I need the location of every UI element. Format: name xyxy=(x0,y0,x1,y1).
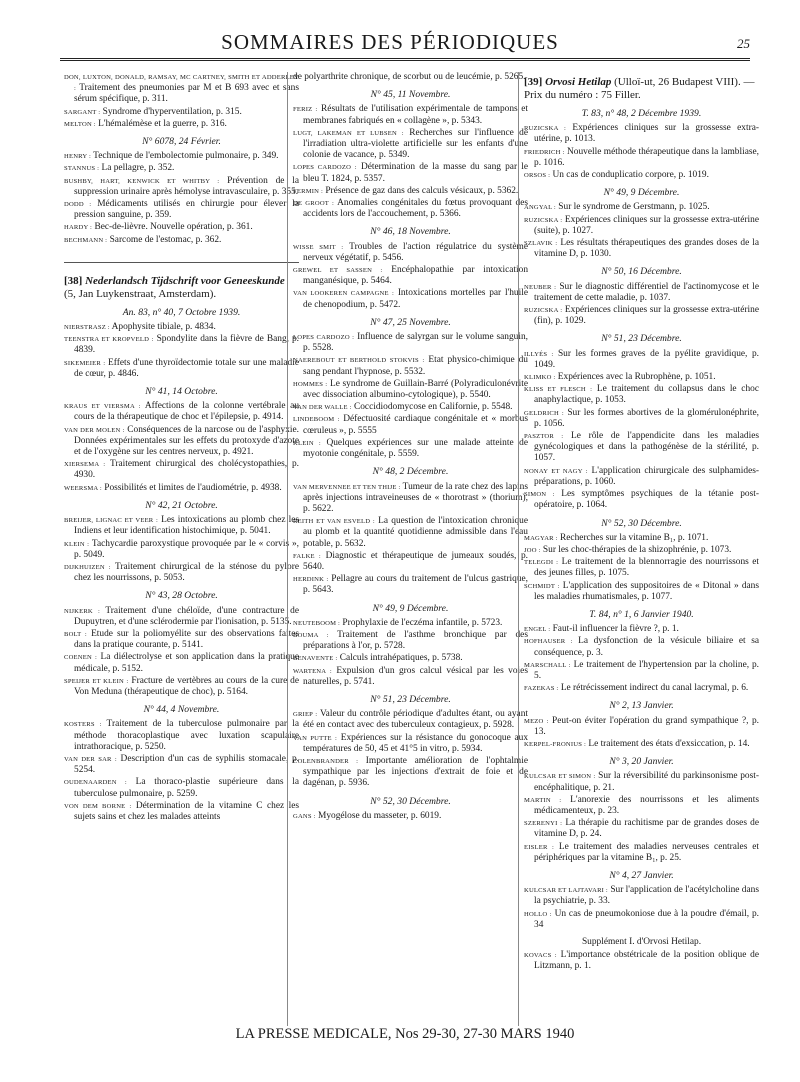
article-title: Expulsion d'un gros calcul vésical par les voies naturelles, p. 5741. xyxy=(303,665,528,687)
article-authors: SZLAVIK : xyxy=(524,240,558,248)
article-entry xyxy=(293,332,528,354)
article-title: Sur l'application de l'acétylcholine dans la psychiatrie, p. 33. xyxy=(534,885,759,907)
article-authors: KERPEL-FRONIUS : xyxy=(524,740,586,748)
article-title: Le rôle de l'appendicite dans les maladies gynécologiques et dans la pathogénèse de la stérilité, p. 1057. xyxy=(534,431,759,464)
article-entry xyxy=(524,147,759,169)
article-entry xyxy=(524,349,759,371)
article-entry xyxy=(64,235,299,246)
article-title: Présence de gaz dans des calculs vésicaux, p. 5362. xyxy=(325,185,519,196)
article-entry xyxy=(293,666,528,688)
issue-heading: N° 50, 16 Décembre. xyxy=(601,266,682,278)
article-continuation: de polyarthrite chronique, de scorbut ou de leucémie, p. 5265. xyxy=(293,72,526,82)
article-title: Coccidiodomycose en Californie, p. 5548. xyxy=(353,402,513,413)
article-authors: HARDY : xyxy=(64,224,93,232)
journal-number: [38] xyxy=(64,274,83,287)
article-authors: NIERSTRASZ : xyxy=(64,324,110,332)
article-title: Le traitement des maladies nerveuses centrales et périphériques par la vitamine B₁, p. 25. xyxy=(534,841,759,863)
article-entry xyxy=(524,384,759,406)
article-title: La thérapie du rachitisme par de grandes doses de vitamine D, p. 24. xyxy=(534,818,759,840)
article-entry xyxy=(293,756,528,790)
article-authors: VAN DER SAR : xyxy=(64,755,117,763)
article-entry xyxy=(64,358,299,380)
article-authors: HOFHAUSER : xyxy=(524,638,573,646)
article-title: La dysfonction de la vésicule biliaire et sa conséquence, p. 3. xyxy=(534,636,759,658)
article-authors: KULCSAR ET LAJTAVARI : xyxy=(524,887,608,895)
article-entry xyxy=(64,199,299,221)
article-entry xyxy=(524,466,759,488)
article-authors: FERMIN : xyxy=(293,187,323,195)
article-authors: MARSCHALL : xyxy=(524,661,571,669)
article-title: Traitement de l'asthme bronchique par des préparations à l'or, p. 5728. xyxy=(303,629,528,652)
article-authors: GREWEL ET SASSEN : xyxy=(293,267,383,275)
article-entry xyxy=(293,104,528,126)
article-authors: VAN MERVENNEE ET TEN THIJE : xyxy=(293,483,401,491)
issue-heading: N° 44, 4 Novembre. xyxy=(143,704,220,716)
article-entry xyxy=(293,128,528,162)
issue-heading: N° 43, 28 Octobre. xyxy=(145,590,218,602)
article-title: Le syndrome de Guillain-Barré (Polyradiculonévrite avec dissociation albumino-cytologique), p. 5540. xyxy=(303,378,528,401)
article-title: Traitement d'une chéloïde, d'une contracture de Dupuytren, et d'une sclérodermie par l'ionisation, p. 5135. xyxy=(74,605,299,627)
article-authors: MAGYAR : xyxy=(524,534,558,542)
article-title: Les intoxications au plomb chez les Indiens et leur identification histochimique, p. 5041. xyxy=(74,515,299,537)
article-title: Sur le diagnostic différentiel de l'actinomycose et le traitement de cette maladie, p. 1037. xyxy=(534,281,759,303)
article-authors: REITH ET VAN ESVELD : xyxy=(293,518,375,526)
article-title: Etat physico-chimique du sang pendant l'hypnose, p. 5532. xyxy=(303,355,528,377)
article-authors: GELDRICH : xyxy=(524,409,564,417)
article-title: Médicaments utilisés en chirurgie pour élever la pression sanguine, p. 359. xyxy=(74,199,299,221)
article-authors: VAN PUTTE : xyxy=(293,734,338,742)
article-title: Expériences cliniques sur la grossesse extra-utérine, p. 1013. xyxy=(534,123,759,145)
page-footer xyxy=(60,1026,750,1050)
article-title: La thoraco-plastie supérieure dans la tuberculose pulmonaire, p. 5259. xyxy=(74,777,299,799)
page-title: SOMMAIRES DES PÉRIODIQUES xyxy=(221,30,559,54)
article-entry xyxy=(293,482,528,516)
article-title: Le traitement du collapsus dans le choc anaphylactique, p. 1053. xyxy=(534,384,759,406)
article-authors: ILLYÉS : xyxy=(524,350,554,358)
article-entry xyxy=(524,909,759,931)
article-authors: NEUBER : xyxy=(524,283,557,291)
article-entry xyxy=(64,652,299,674)
article-entry xyxy=(524,739,759,750)
article-entry xyxy=(64,176,299,198)
article-entry xyxy=(524,716,759,738)
article-entry xyxy=(64,222,299,233)
article-entry xyxy=(64,754,299,776)
article-title: L'application des suppositoires de « Ditonal » dans les maladies rhumatismales, p. 1077. xyxy=(534,580,759,602)
article-title: Etude sur la poliomyélite sur des observations faites dans la pratique courante, p. 5141. xyxy=(74,628,299,651)
article-authors: COLENBRANDER : xyxy=(293,757,359,765)
journal-number: [39] xyxy=(524,76,543,88)
article-authors: KOSTERS : xyxy=(64,721,102,729)
article-authors: DE GROOT : xyxy=(293,200,335,208)
article-title: Expériences avec la Rubrophène, p. 1051. xyxy=(557,372,716,383)
article-authors: NEUTEBOOM : xyxy=(293,619,341,627)
issue-heading: N° 46, 18 Novembre. xyxy=(370,226,451,238)
article-entry xyxy=(64,425,299,459)
article-authors: EISLER : xyxy=(524,843,554,851)
article-title: Anomalies congénitales du fœtus provoquant des accidents lors de l'accouchement, p. 5366. xyxy=(303,198,528,220)
footer-text: LA PRESSE MEDICALE, Nos 29-30, 27-30 MARS 1940 xyxy=(226,1026,585,1042)
article-title: Prophylaxie de l'eczéma infantile, p. 5723. xyxy=(342,617,503,628)
article-authors: VAN DER MOLEN : xyxy=(64,426,125,434)
article-title: Le rétrécissement indirect du canal lacrymal, p. 6. xyxy=(560,683,749,694)
column-2 xyxy=(293,72,528,1032)
article-authors: KLEIN : xyxy=(64,540,90,548)
article-entry xyxy=(64,483,299,494)
article-authors: FRIEDRICH : xyxy=(524,148,565,156)
article-title: Spondylite dans la fièvre de Bang, p. 4839. xyxy=(74,334,299,356)
article-entry xyxy=(524,489,759,511)
article-title: Expériences cliniques sur la grossesse extra-utérine (suite), p. 1027. xyxy=(534,214,759,236)
article-title: Prévention de la suppression urinaire après hémolyse intravasculaire, p. 355. xyxy=(74,175,299,197)
article-authors: DODD : xyxy=(64,201,92,209)
article-entry xyxy=(524,372,759,383)
article-entry xyxy=(64,801,299,823)
article-entry xyxy=(64,459,299,481)
article-authors: NIJKERK : xyxy=(64,607,100,615)
article-title: Apophysite tibiale, p. 4834. xyxy=(111,322,216,333)
article-title: Nouvelle méthode thérapeutique dans la lambliase, p. 1016. xyxy=(534,146,759,168)
article-authors: KLIMKO : xyxy=(524,374,556,382)
article-title: Effets d'une thyroïdectomie totale sur une maladie de cœur, p. 4846. xyxy=(74,357,299,379)
article-entry xyxy=(64,334,299,356)
article-title: Sur la réversibilité du parkinsonisme post-encéphalitique, p. 21. xyxy=(534,771,759,793)
article-entry xyxy=(524,431,759,465)
article-entry xyxy=(524,123,759,145)
article-entry xyxy=(524,842,759,864)
article-authors: ORSOS : xyxy=(524,172,551,180)
article-title: Calculs intrahépatiques, p. 5738. xyxy=(339,653,463,664)
article-title: Troubles de l'action régulatrice du système nerveux végétatif, p. 5456. xyxy=(303,241,528,263)
journal-heading xyxy=(524,76,759,102)
issue-heading: N° 45, 11 Novembre. xyxy=(370,89,451,101)
article-title: L'anorexie des nourrissons et les aliments médicamenteux, p. 23. xyxy=(534,794,759,816)
article-entry xyxy=(524,238,759,260)
article-entry xyxy=(524,950,759,972)
article-authors: VON DEM BORNE : xyxy=(64,802,132,810)
article-authors: HERDINK : xyxy=(293,576,329,584)
article-authors: NAEREBOUT ET BERTHOLD STOKVIS : xyxy=(293,357,425,365)
article-authors: KRAUS ET VIERSMA : xyxy=(64,403,141,411)
article-title: Traitement des pneumonies par M et B 693 avec et sans sérum spécifique, p. 311. xyxy=(74,83,299,105)
article-title: Influence de salyrgan sur le volume sanguin, p. 5528. xyxy=(303,332,528,354)
article-entry xyxy=(524,795,759,817)
issue-heading: N° 51, 23 Décembre. xyxy=(601,333,682,345)
issue-heading: N° 2, 13 Janvier. xyxy=(609,700,674,712)
article-authors: TEENSTRA ET KROPVELD : xyxy=(64,336,154,344)
article-authors: LOPES CARDOZO : xyxy=(293,164,357,172)
article-authors: KULCSAR ET SIMON : xyxy=(524,773,596,781)
article-entry xyxy=(64,119,299,130)
article-entry xyxy=(293,414,528,436)
article-authors: COENEN : xyxy=(64,654,97,662)
article-entry xyxy=(293,653,528,664)
article-entry xyxy=(64,719,299,753)
article-title: Sur les formes abortives de la glomérulonéphrite, p. 1056. xyxy=(534,407,759,429)
article-entry xyxy=(64,322,299,333)
article-authors: DIJKHUIZEN : xyxy=(64,563,111,571)
supplement-heading: Supplément I. d'Orvosi Hetilap. xyxy=(581,937,702,947)
article-title: Tachycardie paroxystique provoquée par le « corvis », p. 5049. xyxy=(74,538,299,560)
article-authors: RUZICSKA : xyxy=(524,125,567,133)
article-title: Détermination de la masse du sang par le bleu T. 1824, p. 5357. xyxy=(303,162,528,184)
article-title: Syndrome d'hyperventilation, p. 315. xyxy=(102,106,242,117)
article-entry xyxy=(293,709,528,731)
article-title: Fracture de vertèbres au cours de la cure de Von Meduna (thérapeutique de choc), p. 5164. xyxy=(74,675,299,697)
article-entry xyxy=(64,562,299,584)
article-entry xyxy=(524,771,759,793)
article-title: Résultats de l'utilisation expérimentale de tampons et membranes fabriqués en « collagène », p. 5343. xyxy=(303,104,528,126)
article-entry xyxy=(524,636,759,658)
article-authors: KLISS ET FLESCH : xyxy=(524,386,593,394)
article-entry xyxy=(293,618,528,629)
article-title: Un cas de conduplicatio corpore, p. 1019. xyxy=(552,170,709,181)
article-authors: RUZICSKA : xyxy=(524,307,563,315)
article-title: Les résultats thérapeutiques des grandes doses de la vitamine D, p. 1030. xyxy=(534,238,759,260)
article-title: Pellagre au cours du traitement de l'ulcus gastrique, p. 5643. xyxy=(303,574,528,596)
article-title: Expériences cliniques sur la grossesse extra-utérine (fin), p. 1029. xyxy=(534,305,759,327)
article-authors: NONAY ET NAGY : xyxy=(524,467,588,475)
article-title: Possibilités et limites de l'audiométrie, p. 4938. xyxy=(104,482,282,493)
issue-heading: N° 4, 27 Janvier. xyxy=(609,869,674,881)
article-title: Le traitement de l'hypertension par la choline, p. 5. xyxy=(534,659,759,681)
article-title: Traitement chirurgical des cholécystopathies, p. 4930. xyxy=(74,459,299,481)
article-authors: XIERSEMA : xyxy=(64,461,106,469)
article-entry xyxy=(293,355,528,377)
article-authors: LOPES CARDOZO : xyxy=(293,334,355,342)
article-title: Expériences sur la résistance du gonocoque aux températures de 50, 45 et 41°5 in vitro, p. 5934. xyxy=(303,732,528,754)
article-authors: SIKEMEIER : xyxy=(64,359,106,367)
article-title: Encéphalopathie par intoxication manganésique, p. 5464. xyxy=(303,265,528,287)
article-authors: ANGYAL : xyxy=(524,204,556,212)
column-divider xyxy=(518,72,519,1032)
article-entry xyxy=(64,539,299,561)
article-authors: JOO : xyxy=(524,546,541,554)
article-authors: HOMMES : xyxy=(293,380,328,388)
article-authors: RUZICSKA : xyxy=(524,216,563,224)
article-entry xyxy=(64,151,299,162)
issue-heading: N° 47, 25 Novembre. xyxy=(370,316,451,328)
article-authors: SZERENYI : xyxy=(524,820,563,828)
article-entry xyxy=(293,438,528,460)
article-entry xyxy=(64,676,299,698)
issue-heading: N° 6078, 24 Février. xyxy=(142,136,221,148)
article-authors: MEZO : xyxy=(524,717,549,725)
article-authors: LINDEBOOM : xyxy=(293,416,340,424)
article-authors: WARTENA : xyxy=(293,667,332,675)
article-entry xyxy=(64,107,299,118)
article-entry xyxy=(524,683,759,694)
article-authors: SARGANT : xyxy=(64,108,101,116)
article-title: Traitement de la tuberculose pulmonaire par la méthode thoracoplastique avec luxation scapulaire intrathoracique, p. 5250. xyxy=(74,719,299,752)
article-authors: SCHMIDT : xyxy=(524,582,560,590)
article-authors: GANS : xyxy=(293,812,316,820)
article-entry xyxy=(64,401,299,423)
article-title: Affections de la colonne vertébrale au cours de la thérapeutique de choc et l'épilepsie, p. 4914. xyxy=(74,401,299,423)
article-entry xyxy=(524,885,759,907)
issue-heading: N° 52, 30 Décembre. xyxy=(601,517,682,529)
article-authors: VAN LOOKEREN CAMPAGNE : xyxy=(293,290,395,298)
article-authors: KOVACS : xyxy=(524,952,557,960)
article-authors: LUGT, LAKEMAN ET LUBSEN : xyxy=(293,129,404,137)
article-entry xyxy=(524,818,759,840)
issue-heading: N° 49, 9 Décembre. xyxy=(603,187,680,199)
article-title: Sur les choc-thérapies de la shizophrénie, p. 1073. xyxy=(542,544,732,555)
journal-name: Orvosi Hetilap xyxy=(545,76,612,88)
article-authors: BECHMANN : xyxy=(64,236,108,244)
article-entry xyxy=(524,545,759,556)
article-authors: SPEIJER ET KLEIN : xyxy=(64,677,129,685)
article-authors: BUSHBY, HART, KENWICK ET WHITBY : xyxy=(64,177,220,185)
article-authors: GRIEP : xyxy=(293,711,318,719)
article-title: La question de l'intoxication chronique au plomb et la quantité quotidienne admissible dans l'eau potable, p. 5632. xyxy=(303,516,528,549)
article-entry xyxy=(524,282,759,304)
article-authors: FALKE : xyxy=(293,552,321,560)
article-title: Détermination de la vitamine C chez les sujets sains et chez les malades atteints xyxy=(74,800,299,822)
article-authors: PASZTOR : xyxy=(524,433,564,441)
article-title: Peut-on éviter l'opération du grand sympathique ?, p. 13. xyxy=(534,715,759,737)
article-title: Recherches sur l'influence de l'irradiation ultra-violette artificielle sur les enfants d'une colonie de vacance, p. 5349. xyxy=(303,127,528,161)
article-title: Technique de l'embolectomie pulmonaire, p. 349. xyxy=(93,151,279,162)
article-title: Faut-il influencer la fièvre ?, p. 1. xyxy=(552,624,679,635)
article-title: Quelques expériences sur une malade atteinte de myotonie congénitale, p. 5559. xyxy=(303,437,528,460)
article-title: Tumeur de la rate chez des lapins après injections intraveineuses de « thorotrast » (thorium), p. 5622. xyxy=(303,481,528,514)
page-number: 25 xyxy=(737,36,750,51)
article-entry xyxy=(524,305,759,327)
article-entry xyxy=(64,163,299,174)
header-rule xyxy=(60,58,750,62)
article-authors: MARTIN : xyxy=(524,796,562,804)
article-title: La diélectrolyse et son application dans la pratique médicale, p. 5152. xyxy=(74,652,299,674)
article-entry xyxy=(524,557,759,579)
article-entry xyxy=(524,624,759,635)
article-entry xyxy=(524,408,759,430)
article-authors: FAZEKAS : xyxy=(524,685,559,693)
article-entry xyxy=(524,533,759,544)
article-entry xyxy=(524,202,759,213)
article-authors: KLEIN : xyxy=(293,439,321,447)
article-title: Bec-de-lièvre. Nouvelle opération, p. 361. xyxy=(94,222,253,233)
article-authors: VAN DER WALLE : xyxy=(293,404,352,412)
issue-heading: T. 83, n° 48, 2 Décembre 1939. xyxy=(581,108,702,119)
article-authors: WISSE SMIT : xyxy=(293,243,344,251)
article-entry xyxy=(293,574,528,596)
article-entry xyxy=(293,186,528,197)
issue-heading: N° 49, 9 Décembre. xyxy=(372,602,449,614)
article-title: Sur les formes graves de la pyélite gravidique, p. 1049. xyxy=(534,348,759,370)
article-title: Recherches sur la vitamine B₁, p. 1071. xyxy=(560,532,709,543)
article-authors: MELTON : xyxy=(64,120,96,128)
page-header xyxy=(60,30,750,60)
article-entry xyxy=(293,733,528,755)
article-title: Sur le syndrome de Gerstmann, p. 1025. xyxy=(558,202,710,213)
article-authors: OUDENAARDEN : xyxy=(64,779,127,787)
article-entry xyxy=(524,581,759,603)
article-authors: HOLLO : xyxy=(524,910,552,918)
article-title: La pellagre, p. 352. xyxy=(101,163,175,174)
column-3 xyxy=(524,72,759,1032)
issue-heading: N° 48, 2 Décembre. xyxy=(372,466,449,478)
article-authors: STANNUS : xyxy=(64,165,100,173)
issue-heading: N° 52, 30 Décembre. xyxy=(370,795,451,807)
article-title: Le traitement des états d'exsiccation, p. 14. xyxy=(588,738,750,749)
article-entry xyxy=(293,811,528,822)
journal-name: Nederlandsch Tijdschrift voor Geneeskunde xyxy=(85,274,285,287)
journal-address: (5, Jan Luykenstraat, Amsterdam). xyxy=(64,287,217,300)
article-entry xyxy=(293,198,528,220)
article-authors: WEERSMA : xyxy=(64,484,102,492)
article-authors: TELEGDI : xyxy=(524,559,559,567)
issue-heading: N° 41, 14 Octobre. xyxy=(145,386,218,398)
article-authors: DON, LUXTON, DONALD, RAMSAY, MC CARTNEY, SMITH ET ADDERLEY : xyxy=(64,74,299,93)
article-title: Traitement chirurgical de la sténose du pylore chez les nourrissons, p. 5053. xyxy=(74,561,299,584)
article-entry xyxy=(293,379,528,401)
article-entry xyxy=(293,288,528,310)
article-authors: BOLT : xyxy=(64,630,87,638)
issue-heading: N° 42, 21 Octobre. xyxy=(145,499,218,511)
journal-address: (Ulloï-ut, 26 Budapest VIII). — Prix du numéro : 75 Filler. xyxy=(524,76,755,101)
article-entry xyxy=(64,629,299,651)
article-title: Description d'un cas de syphilis stomacale, p. 5254. xyxy=(74,753,299,776)
article-authors: HENRY : xyxy=(64,153,91,161)
article-authors: BOUMA : xyxy=(293,631,329,639)
article-entry xyxy=(64,72,299,106)
issue-heading: N° 3, 20 Janvier. xyxy=(609,756,674,768)
article-title: Le traitement de la blennorragie des nourrissons et des jeunes filles, p. 1075. xyxy=(534,557,759,579)
article-authors: FERIZ : xyxy=(293,106,318,114)
article-entry xyxy=(524,215,759,237)
article-entry xyxy=(293,516,528,550)
article-title: Valeur du contrôle périodique d'adultes étant, ou ayant été en contact avec des tuberculeux contagieux, p. 5928. xyxy=(303,709,528,731)
article-entry xyxy=(524,170,759,181)
article-entry xyxy=(293,551,528,573)
column-1 xyxy=(64,72,299,1032)
article-entry xyxy=(64,777,299,799)
article-authors: SIMON : xyxy=(524,491,555,499)
article-title: Un cas de pneumokoniose due à la poudre d'émail, p. 34 xyxy=(534,908,759,930)
article-title: L'importance obstétricale de la position oblique de Litzmann, p. 1. xyxy=(534,950,759,972)
article-authors: BENAVENTE : xyxy=(293,655,338,663)
article-title: Intoxications mortelles par l'huile de chenopodium, p. 5472. xyxy=(303,288,528,310)
article-title: Sarcome de l'estomac, p. 362. xyxy=(109,234,222,245)
article-entry xyxy=(64,515,299,537)
article-title: Conséquences de la narcose ou de l'asphyxie. Données expérimentales sur les effets du protoxyde d'azote et de l'oxygène sur les centres nerveux, p. 4921. xyxy=(74,424,299,458)
column-divider xyxy=(287,72,288,1032)
article-authors: ENGEL : xyxy=(524,626,551,634)
article-entry xyxy=(293,630,528,652)
issue-heading: An. 83, n° 40, 7 Octobre 1939. xyxy=(122,306,241,318)
article-title: Les symptômes psychiques de la tétanie post-opératoire, p. 1064. xyxy=(534,489,759,511)
article-entry xyxy=(293,242,528,264)
article-title: Défectuosité cardiaque congénitale et « morbus cœruleus », p. 5555 xyxy=(303,414,528,436)
article-entry xyxy=(524,660,759,682)
article-entry xyxy=(293,265,528,287)
issue-heading: T. 84, n° 1, 6 Janvier 1940. xyxy=(589,608,694,620)
article-title: L'hémalémèse et la guerre, p. 316. xyxy=(98,118,227,129)
article-entry xyxy=(293,402,528,413)
article-authors: BREIJER, LIGNAC ET VEER : xyxy=(64,517,159,525)
article-title: Myogélose du masseter, p. 6019. xyxy=(317,810,442,821)
issue-heading: N° 51, 23 Décembre. xyxy=(370,693,451,705)
article-entry xyxy=(293,162,528,184)
journal-heading xyxy=(64,275,299,301)
section-rule xyxy=(64,262,299,263)
article-title: Importante amélioration de l'ophtalmie sympathique par les injections d'extrait de foie et de dagénan, p. 5936. xyxy=(303,755,528,789)
article-entry xyxy=(64,606,299,628)
article-title: L'application chirurgicale des sulphamides-préparations, p. 1060. xyxy=(534,465,759,487)
article-title: Diagnostic et thérapeutique de jumeaux soudés, p. 5640. xyxy=(303,550,528,572)
